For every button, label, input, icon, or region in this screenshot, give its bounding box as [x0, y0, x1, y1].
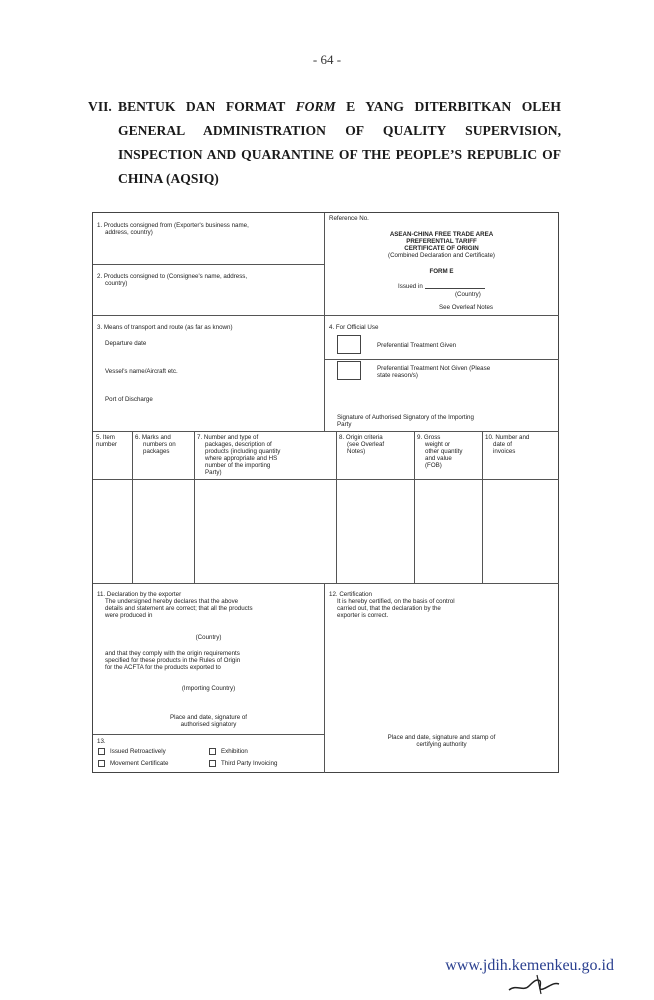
box12-place-label-cont: certifying authority	[416, 741, 467, 748]
divider	[93, 479, 559, 480]
third-party-invoicing-label: Third Party Invoicing	[221, 760, 278, 767]
box12-text-1: It is hereby certified, on the basis of control	[337, 598, 455, 605]
box12-text-3: exporter is correct.	[337, 612, 389, 619]
certificate-title-2: PREFERENTIAL TARIFF	[406, 238, 477, 245]
box1-label: 1. Products consigned from (Exporter's business name,	[97, 222, 249, 229]
divider	[93, 431, 559, 432]
heading-line-4: CHINA (AQSIQ)	[118, 171, 219, 186]
col9-header-cont3: and value	[425, 455, 452, 462]
movement-certificate-label: Movement Certificate	[110, 760, 169, 767]
box11-country-label: (Country)	[195, 634, 222, 641]
box11-text-1: The undersigned hereby declares that the above	[105, 598, 239, 605]
col7-header-cont5: Party)	[205, 469, 222, 476]
treatment-given-label: Preferential Treatment Given	[377, 342, 457, 349]
exhibition-checkbox[interactable]	[209, 748, 216, 755]
col7-header: 7. Number and type of	[197, 434, 259, 441]
col10-header: 10. Number and	[485, 434, 530, 441]
col6-header-cont: numbers on	[143, 441, 176, 448]
treatment-not-given-label-cont: state reason/s)	[377, 372, 418, 379]
box2-label: 2. Products consigned to (Consignee's name, address,	[97, 273, 248, 280]
treatment-given-checkbox[interactable]	[337, 335, 361, 354]
col9-header-cont: weight or	[425, 441, 451, 448]
country-label: (Country)	[455, 291, 481, 298]
third-party-invoicing-checkbox[interactable]	[209, 760, 216, 767]
certificate-title-1: ASEAN-CHINA FREE TRADE AREA	[389, 231, 494, 238]
treatment-not-given-checkbox[interactable]	[337, 361, 361, 380]
box11-place-label: Place and date, signature of	[169, 714, 248, 721]
box1-label-cont: address, country)	[105, 229, 153, 236]
overleaf-notes: See Overleaf Notes	[439, 304, 493, 311]
reference-no-label: Reference No.	[329, 215, 369, 222]
col8-header-cont: (see Overleaf	[347, 441, 385, 448]
box3-label: 3. Means of transport and route (as far as known)	[97, 324, 233, 331]
issued-retroactively-label: Issued Retroactively	[110, 748, 166, 755]
box2-label-cont: country)	[105, 280, 128, 287]
heading-line-2: GENERAL ADMINISTRATION OF QUALITY SUPERVISION,	[118, 123, 561, 138]
divider	[336, 431, 337, 583]
importing-signatory-label: Signature of Authorised Signatory of the Importing	[337, 414, 474, 421]
handwritten-signature	[507, 972, 567, 996]
col5-header: 5. Item	[96, 434, 115, 441]
page-number: - 64 -	[312, 52, 342, 67]
box4-label: 4. For Official Use	[329, 324, 379, 331]
heading-italic-form: FORM	[295, 99, 336, 114]
divider	[194, 431, 195, 583]
col8-header-cont2: Notes)	[347, 448, 366, 455]
box12-text-2: carried out, that the declaration by the	[337, 605, 441, 612]
col9-header-cont2: other quantity	[425, 448, 463, 455]
box12-place-label: Place and date, signature and stamp of	[387, 734, 496, 741]
form-e-certificate	[92, 212, 559, 773]
movement-certificate-checkbox[interactable]	[98, 760, 105, 767]
col8-header: 8. Origin criteria	[339, 434, 383, 441]
issued-in-blank	[425, 283, 485, 289]
col10-header-cont2: invoices	[493, 448, 516, 455]
col7-header-cont4: number of the importing	[205, 462, 271, 469]
col6-header-cont2: packages	[143, 448, 170, 455]
heading-line-1: BENTUK DAN FORMAT FORM E YANG DITERBITKAN OLEH	[118, 99, 561, 114]
box11-text-3: were produced in	[105, 612, 153, 619]
footer-url[interactable]: www.jdih.kemenkeu.go.id	[445, 957, 614, 974]
box11-text-5: specified for these products in the Rules of Origin	[105, 657, 241, 664]
vessel-name-label: Vessel's name/Aircraft etc.	[105, 368, 178, 375]
box11-text-6: for the ACFTA for the products exported to	[105, 664, 221, 671]
treatment-not-given-label: Preferential Treatment Not Given (Please	[377, 365, 491, 372]
issued-retroactively-checkbox[interactable]	[98, 748, 105, 755]
divider	[324, 359, 559, 360]
col7-header-cont2: products (including quantity	[205, 448, 281, 455]
box13-label: 13.	[97, 738, 106, 745]
heading-line-3: INSPECTION AND QUARANTINE OF THE PEOPLE’S REPUBLIC OF	[118, 147, 561, 162]
port-of-discharge-label: Port of Discharge	[105, 396, 153, 403]
col9-header-cont4: (FOB)	[425, 462, 442, 469]
divider	[93, 583, 559, 584]
col6-header: 6. Marks and	[135, 434, 171, 441]
importing-signatory-label-cont: Party	[337, 421, 352, 428]
certificate-subtitle: (Combined Declaration and Certificate)	[388, 252, 495, 259]
exhibition-label: Exhibition	[221, 748, 248, 755]
divider	[482, 431, 483, 583]
departure-date-label: Departure date	[105, 340, 147, 347]
form-e-label: FORM E	[429, 268, 454, 275]
issued-in-label: Issued in	[398, 283, 485, 290]
divider	[93, 734, 324, 735]
divider	[93, 264, 324, 265]
box11-label: 11. Declaration by the exporter	[97, 591, 182, 598]
col7-header-cont: packages, description of	[205, 441, 272, 448]
box11-importing-country-label: (Importing Country)	[181, 685, 236, 692]
col10-header-cont: date of	[493, 441, 512, 448]
box11-text-2: details and statement are correct; that all the products	[105, 605, 253, 612]
certificate-title-3: CERTIFICATE OF ORIGIN	[404, 245, 479, 252]
divider	[414, 431, 415, 583]
box11-text-4: and that they comply with the origin requirements	[105, 650, 240, 657]
col9-header: 9. Gross	[417, 434, 441, 441]
box12-label: 12. Certification	[329, 591, 372, 598]
divider	[93, 315, 559, 316]
col5-header-cont: number	[96, 441, 117, 448]
heading-number: VII.	[88, 99, 112, 114]
box11-place-label-cont: authorised signatory	[180, 721, 237, 728]
divider	[132, 431, 133, 583]
col7-header-cont3: where appropriate and HS	[205, 455, 278, 462]
